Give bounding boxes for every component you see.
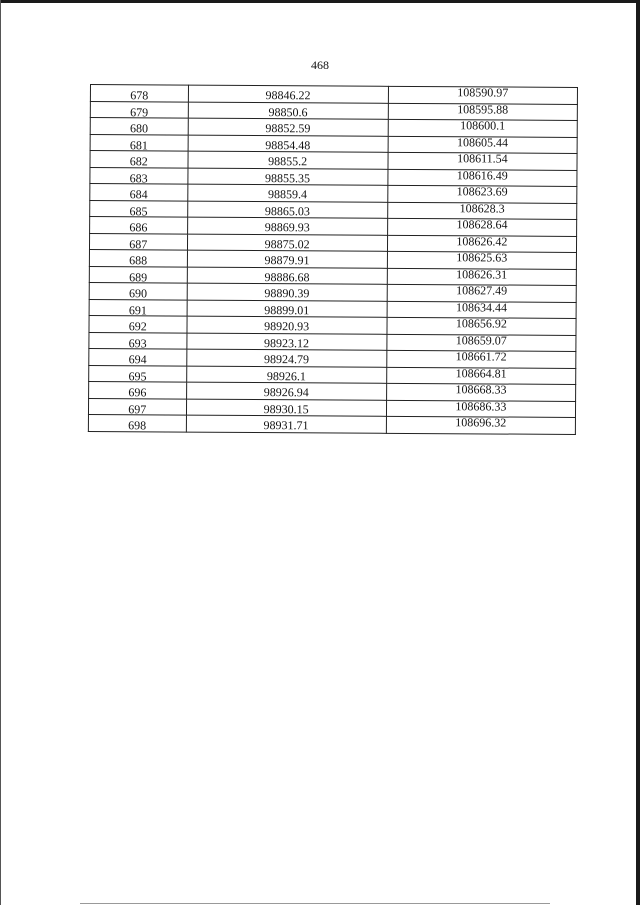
cell-text: 108661.72 [455, 349, 507, 364]
x-coordinate-cell [187, 234, 387, 252]
x-coordinate-cell [186, 349, 386, 367]
cell-text: 680 [129, 121, 149, 136]
x-coordinate-cell [187, 184, 387, 202]
scan-border-top [0, 0, 640, 3]
cell-text: 108605.44 [456, 134, 509, 150]
point-number-cell [90, 167, 188, 184]
y-coordinate-cell [388, 86, 577, 104]
cell-text: 691 [128, 302, 147, 318]
cell-text: 108626.42 [456, 233, 508, 249]
point-number-cell [90, 184, 188, 201]
cell-text: 108623.69 [456, 184, 508, 199]
x-coordinate-cell [187, 201, 387, 219]
cell-text: 685 [129, 203, 148, 219]
cell-text: 683 [129, 170, 148, 186]
point-number-cell [90, 118, 188, 135]
y-coordinate-cell [386, 350, 575, 368]
cell-text: 697 [128, 401, 147, 417]
x-coordinate-cell [186, 382, 386, 400]
cell-text: 98852.59 [265, 121, 311, 136]
x-coordinate-cell [187, 267, 387, 285]
y-coordinate-cell [387, 284, 576, 302]
cell-text: 690 [128, 286, 148, 301]
x-coordinate-cell [187, 168, 387, 186]
cell-text: 108627.49 [456, 283, 508, 298]
point-number-cell [89, 282, 187, 299]
x-coordinate-cell [186, 333, 386, 351]
cell-text: 108668.33 [455, 382, 507, 397]
point-number-cell [89, 315, 187, 332]
table-row [88, 414, 575, 433]
cell-text: 692 [128, 319, 147, 334]
x-coordinate-cell [188, 151, 388, 169]
point-number-cell [88, 398, 186, 415]
cell-text: 98875.02 [264, 236, 310, 252]
cell-text: 98899.01 [264, 302, 310, 318]
cell-text: 98854.48 [265, 137, 311, 153]
cell-text: 689 [129, 269, 148, 285]
cell-text: 695 [128, 368, 147, 384]
point-number-cell [90, 101, 188, 118]
point-number-cell [90, 134, 188, 151]
cell-text: 108664.81 [455, 365, 507, 381]
x-coordinate-cell [187, 316, 387, 334]
cell-text: 108696.32 [455, 415, 507, 430]
point-number-cell [90, 151, 188, 168]
cell-text: 98859.4 [267, 187, 308, 202]
point-number-cell [89, 381, 187, 398]
cell-text: 98850.6 [268, 104, 308, 120]
x-coordinate-cell [188, 135, 388, 153]
cell-text: 108595.88 [457, 101, 509, 117]
y-coordinate-cell [387, 317, 576, 335]
point-number-cell [89, 332, 187, 349]
cell-text: 686 [129, 220, 148, 235]
x-coordinate-cell [188, 118, 388, 136]
y-coordinate-cell [388, 152, 577, 170]
cell-text: 98846.22 [265, 88, 311, 103]
y-coordinate-cell [386, 383, 575, 401]
x-coordinate-cell [186, 366, 386, 384]
cell-text: 108628.3 [459, 201, 505, 216]
y-coordinate-cell [386, 416, 575, 434]
cell-text: 688 [129, 253, 148, 268]
x-coordinate-cell [188, 102, 388, 120]
cell-text: 98869.93 [264, 220, 310, 235]
cell-text: 693 [128, 335, 147, 351]
cell-text: 108686.33 [455, 398, 507, 414]
cell-text: 698 [128, 418, 147, 433]
cell-text: 108659.07 [455, 332, 507, 348]
cell-text: 108590.97 [457, 85, 509, 100]
table-body [88, 85, 577, 434]
page-number: 468 [311, 58, 329, 72]
cell-text: 684 [129, 187, 148, 202]
cell-text: 98890.39 [264, 286, 310, 301]
x-coordinate-cell [187, 283, 387, 301]
point-number-cell [89, 233, 187, 250]
cell-text: 98865.03 [264, 203, 310, 219]
cell-text: 98855.2 [268, 154, 308, 169]
point-number-cell [89, 249, 187, 266]
cell-text: 682 [129, 154, 148, 169]
x-coordinate-cell [187, 250, 387, 268]
point-number-cell [89, 348, 187, 365]
point-number-cell [89, 299, 187, 316]
point-number-cell [90, 200, 188, 217]
cell-text: 696 [128, 385, 147, 400]
cell-text: 98930.15 [263, 401, 309, 417]
cell-text: 108611.54 [457, 151, 508, 166]
cell-text: 108628.64 [456, 217, 508, 232]
cell-text: 98879.91 [264, 253, 310, 268]
coordinates-table [88, 84, 578, 434]
point-number-cell [89, 266, 187, 283]
scan-border-left [0, 0, 1, 905]
x-coordinate-cell [186, 399, 386, 417]
cell-text: 678 [130, 88, 149, 103]
cell-text: 98855.35 [265, 170, 311, 186]
cell-text: 108626.31 [456, 266, 508, 282]
y-coordinate-cell [387, 218, 576, 236]
cell-text: 687 [129, 236, 148, 252]
cell-text: 98926.94 [263, 385, 309, 400]
point-number-cell [90, 85, 188, 102]
cell-text: 98926.1 [266, 368, 306, 384]
y-coordinate-cell [388, 119, 577, 137]
cell-text: 108600.1 [460, 118, 506, 133]
cell-text: 98886.68 [264, 269, 310, 285]
cell-text: 98920.93 [264, 319, 310, 334]
cell-text: 98924.79 [263, 352, 310, 367]
cell-text: 108656.92 [455, 316, 507, 331]
x-coordinate-cell [186, 415, 386, 433]
y-coordinate-cell [388, 185, 577, 203]
cell-text: 681 [129, 137, 148, 153]
cell-text: 679 [130, 104, 149, 120]
point-number-cell [90, 217, 188, 234]
scan-border-bottom [80, 903, 550, 904]
x-coordinate-cell [187, 217, 387, 235]
x-coordinate-cell [187, 300, 387, 318]
cell-text: 108625.63 [456, 250, 508, 265]
point-number-cell [89, 365, 187, 382]
cell-text: 98923.12 [264, 335, 310, 351]
cell-text: 108634.44 [455, 299, 508, 315]
cell-text: 108616.49 [456, 167, 508, 183]
cell-text: 694 [128, 352, 147, 367]
y-coordinate-cell [387, 251, 576, 269]
scan-border-right [636, 0, 640, 905]
cell-text: 98931.71 [263, 418, 309, 433]
x-coordinate-cell [188, 85, 388, 103]
point-number-cell [88, 414, 186, 431]
